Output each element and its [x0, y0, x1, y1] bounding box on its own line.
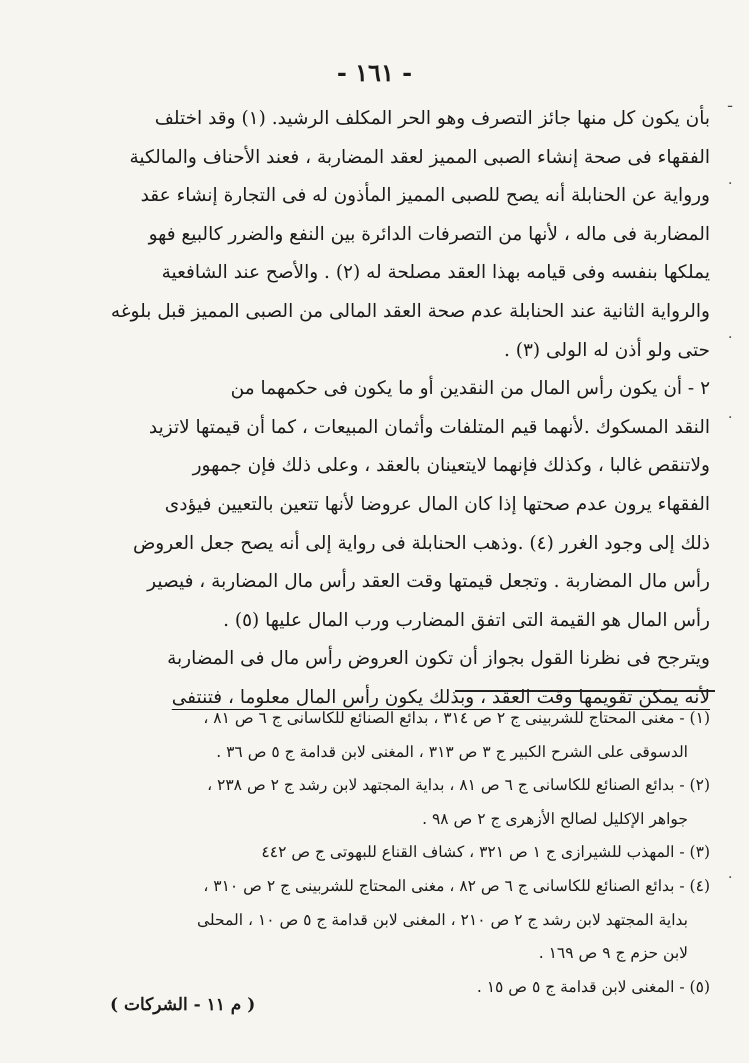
footnote-line: (١) - مغنى المحتاج للشربينى ج ٢ ص ٣١٤ ، بدائع الصنائع للكاسانى ج ٦ ص ٨١ ،	[203, 709, 710, 727]
margin-tick: ·	[728, 330, 733, 346]
body-line: يملكها بنفسه وفى قيامه بهذا العقد مصلحة له (٢) . والأصح عند الشافعية	[161, 262, 710, 284]
margin-tick: ·	[728, 870, 733, 886]
footnote-line: جواهر الإكليل لصالح الأزهرى ج ٢ ص ٩٨ .	[422, 809, 688, 828]
body-line: ولاتنقص غالبا ، وكذلك فإنهما لايتعينان بالعقد ، وعلى ذلك فإن جمهور	[192, 455, 710, 477]
body-line: بأن يكون كل منها جائز التصرف وهو الحر المكلف الرشيد. (١) وقد اختلف	[154, 108, 710, 129]
margin-tick: ـ	[728, 95, 733, 111]
page-number: - ١٦١ -	[336, 58, 413, 87]
body-line: رأس مال المضاربة . وتجعل قيمتها وقت العقد رأس مال المضاربة ، فيصير	[147, 571, 710, 593]
footnote-line: (٥) - المغنى لابن قدامة ج ٥ ص ١٥ .	[476, 977, 710, 996]
body-line: الفقهاء فى صحة إنشاء الصبى المميز لعقد المضاربة ، فعند الأحناف والمالكية	[129, 146, 710, 168]
footnote-line: (٢) - بدائع الصنائع للكاسانى ج ٦ ص ٨١ ، بداية المجتهد لابن رشد ج ٢ ص ٢٣٨ ،	[207, 776, 710, 795]
body-line: ويترجح فى نظرنا القول بجواز أن تكون العروض رأس مال فى المضاربة	[167, 648, 710, 670]
body-line: رأس المال هو القيمة التى اتفق المضارب ورب المال عليها (٥) .	[223, 609, 710, 631]
body-line: المضاربة فى ماله ، لأنها من التصرفات الدائرة بين النفع والضرر كالبيع فهو	[148, 223, 710, 245]
body-line: لأنه يمكن تقويمها وقت العقد ، وبذلك يكون رأس المال معلوما ، فتنتفى	[171, 686, 710, 708]
body-line: حتى ولو أذن له الولى (٣) .	[503, 339, 710, 361]
body-line: ٢ - أن يكون رأس المال من النقدين أو ما يكون فى حكمهما من	[230, 378, 710, 400]
body-line: والرواية الثانية عند الحنابلة عدم صحة العقد المالى من الصبى المميز قبل بلوغه	[110, 300, 710, 322]
signature-mark: ( م ١١ - الشركات )	[110, 995, 256, 1015]
margin-tick: ·	[728, 176, 733, 192]
footnote-line: لابن حزم ج ٩ ص ١٦٩ .	[538, 944, 688, 963]
body-line: النقد المسكوك .لأنهما قيم المتلفات وأثمان المبيعات ، كما أن قيمتها لاتزيد	[148, 416, 710, 438]
footnote-line: (٣) - المهذب للشيرازى ج ١ ص ٣٢١ ، كشاف القناع للبهوتى ج ص ٤٤٢	[261, 843, 710, 862]
body-text	[88, 100, 710, 718]
body-line: ورواية عن الحنابلة أنه يصح للصبى المميز المأذون له فى التجارة إنشاء عقد	[140, 185, 710, 207]
footnote-line: (٤) - بدائع الصنائع للكاسانى ج ٦ ص ٨٢ ، مغنى المحتاج للشربينى ج ٢ ص ٣١٠ ،	[203, 876, 710, 895]
footnote-line: الدسوقى على الشرح الكبير ج ٣ ص ٣١٣ ، المغنى لابن قدامة ج ٥ ص ٣٦ .	[216, 742, 688, 761]
body-line: الفقهاء يرون عدم صحتها إذا كان المال عروضا لأنها تتعين بالتعيين فيؤدى	[164, 493, 710, 515]
margin-tick: ·	[728, 410, 733, 426]
footnotes	[88, 702, 710, 1004]
footnote-line: بداية المجتهد لابن رشد ج ٢ ص ٢١٠ ، المغنى لابن قدامة ج ٥ ص ١٠ ، المحلى	[197, 910, 688, 929]
body-line: ذلك إلى وجود الغرر (٤) .وذهب الحنابلة فى رواية إلى أنه يصح جعل العروض	[132, 532, 710, 554]
footnote-divider	[455, 690, 715, 692]
